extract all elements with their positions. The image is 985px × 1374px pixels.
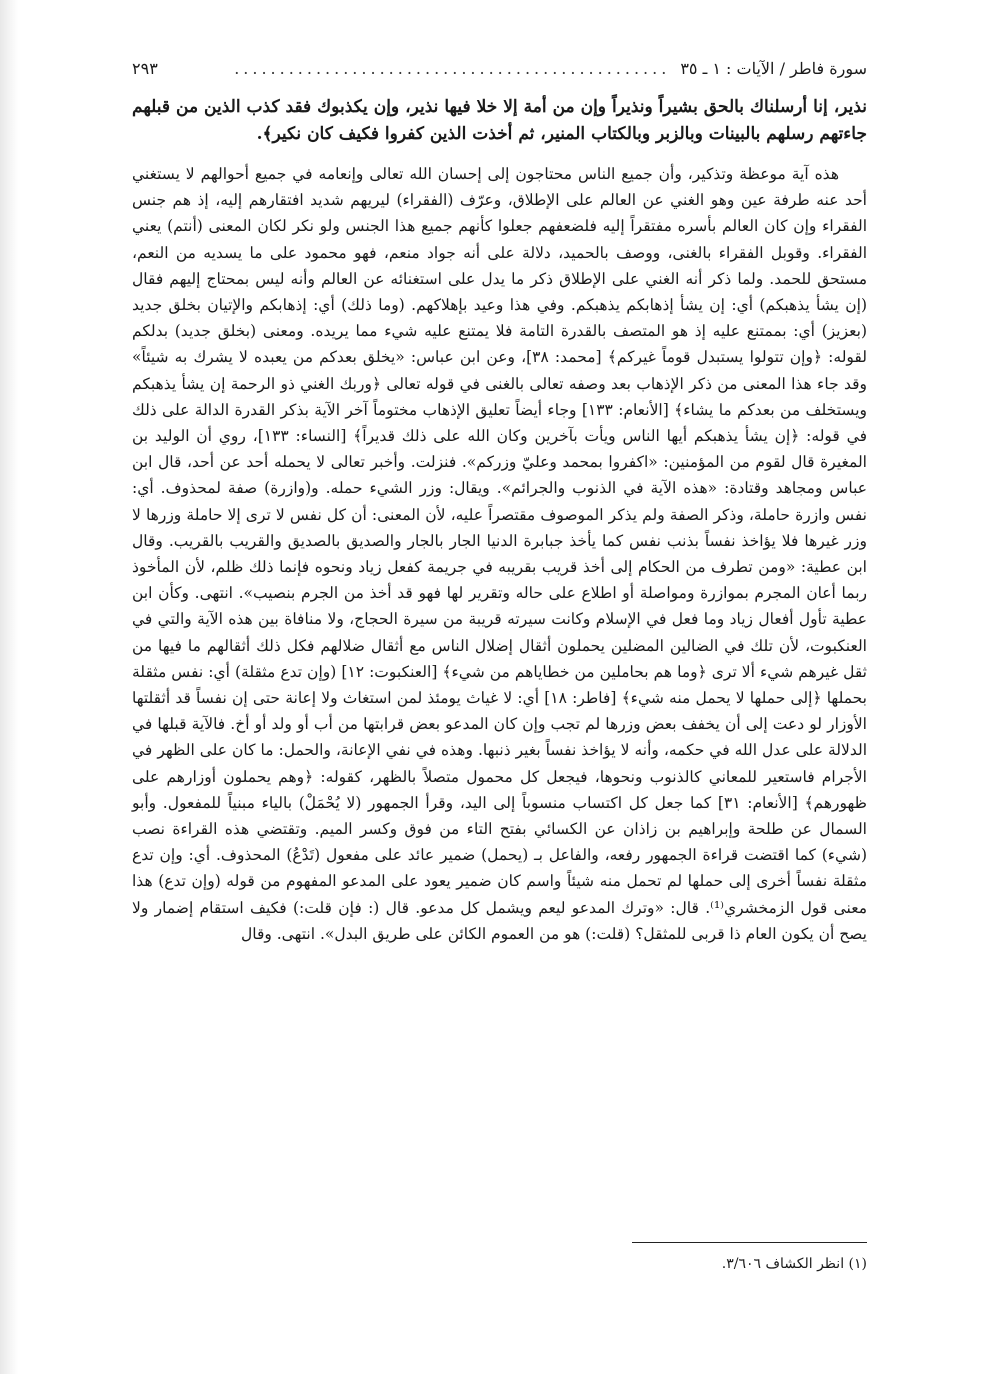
commentary-body	[132, 161, 867, 947]
footnote-divider	[632, 1242, 867, 1243]
running-header	[132, 58, 867, 84]
commentary-paragraph: هذه آية موعظة وتذكير، وأن جميع الناس محتاجون إلى إحسان الله تعالى وإنعامه في جميع أحوالهم لا يستغني أحد عنه طرفة عين وهو الغني عن العالم على الإطلاق، وعرّف (الفقراء) ليريهم شديد افتقارهم إليه، إذ هم جنس الفقراء وإن كان العالم بأسره مفتقراً إليه فلضعفهم جعلوا كأنهم جميع هذا الجنس ولو نكر لكان المعنى (أنتم) يعني الفقراء. وقوبل الفقراء بالغنى، ووصف بالحميد، دلالة على أنه جواد منعم، فهو محمود على ما يسديه من النعم، مستحق للحمد. ولما ذكر أنه الغني على الإطلاق ذكر ما يدل على استغنائه عن العالم وأنه ليس بمحتاج إليهم فقال (إن يشأ يذهبكم) أي: إن يشأ إذهابكم يذهبكم. وفي هذا وعيد بإهلاكهم. (وما ذلك) أي: إذهابكم والإتيان بخلق جديد (بعزيز) أي: بممتنع عليه إذ هو المتصف بالقدرة التامة فلا يمتنع عليه شيء مما يريده. ومعنى (بخلق جديد) بدلكم لقوله: ﴿وإن تتولوا يستبدل قوماً غيركم﴾ [محمد: ٣٨]، وعن ابن عباس: «يخلق بعدكم من يعبده لا يشرك به شيئاً» وقد جاء هذا المعنى من ذكر الإذهاب بعد وصفه تعالى بالغنى في قوله تعالى ﴿وربك الغني ذو الرحمة إن يشأ يذهبكم ويستخلف من بعدكم ما يشاء﴾ [الأنعام: ١٣٣] وجاء أيضاً تعليق الإذهاب مختوماً آخر الآية بذكر القدرة الدالة على ذلك في قوله: ﴿إن يشأ يذهبكم أيها الناس ويأت بآخرين وكان الله على ذلك قديراً﴾ [النساء: ١٣٣]، روي أن الوليد بن المغيرة قال لقوم من المؤمنين: «اكفروا بمحمد وعليّ وزركم». فنزلت. وأخبر تعالى لا يحمله أحد عن أحد، قال ابن عباس ومجاهد وقتادة: «هذه الآية في الذنوب والجرائم». ويقال: وزر الشيء حمله. و(وازرة) صفة لمحذوف. أي: نفس وازرة حاملة، وذكر الصفة ولم يذكر الموصوف مقتصراً عليه، لأن المعنى: أن كل نفس لا ترى إلا حاملة وزرها لا وزر غيرها فلا يؤاخذ نفساً بذنب نفس كما يأخذ جبابرة الدنيا الجار بالجار والصديق بالصديق والقريب بالقريب. وقال ابن عطية: «ومن تطرف من الحكام إلى أخذ قريب بقريبه في جريمة كفعل زياد ونحوه فإنما ذلك ظلم، لأن المأخوذ ربما أعان المجرم بموازرة ومواصلة أو اطلاع على حاله وتقرير لها فهو قد أخذ من الجرم بنصيب». انتهى. وكأن ابن عطية تأول أفعال زياد وما فعل في الإسلام وكانت سيرته قريبة من سيرة الحجاج، ولا منافاة بين هذه الآية والتي في العنكبوت، لأن تلك في الضالين المضلين يحملون أثقال إضلال الناس مع أثقال ضلالهم فكل ذلك أثقالهم ما فيها من ثقل غيرهم شيء ألا ترى ﴿وما هم بحاملين من خطاياهم من شيء﴾ [العنكبوت: ١٢] (وإن تدع مثقلة) أي: نفس مثقلة بحملها ﴿إلى حملها لا يحمل منه شيء﴾ [فاطر: ١٨] أي: لا غياث يومئذ لمن استغاث ولا إعانة حتى إن نفساً قد أثقلتها الأوزار لو دعت إلى أن يخفف بعض وزرها لم تجب وإن كان المدعو بعض قرابتها من أب أو ولد أو أخ. فالآية قبلها في الدلالة على عدل الله في حكمه، وأنه لا يؤاخذ نفساً بغير ذنبها. وهذه في نفي الإعانة، والحمل: ما كان على الظهر في الأجرام فاستعير للمعاني كالذنوب ونحوها، فيجعل كل محمول متصلاً بالظهر، كقوله: ﴿وهم يحملون أوزارهم على ظهورهم﴾ [الأنعام: ٣١] كما جعل كل اكتساب منسوباً إلى اليد، وقرأ الجمهور (لا يُحْمَلْ) بالياء مبنياً للمفعول. وأبو السمال عن طلحة وإبراهيم بن زاذان عن الكسائي بفتح التاء من فوق وكسر الميم. وتقتضي هذه القراءة نصب (شيء) كما اقتضت قراءة الجمهور رفعه، والفاعل بـ (يحمل) ضمير عائد على مفعول (تَدْعُ) المحذوف. أي: وإن تدع مثقلة نفساً أخرى إلى حملها لم تحمل منه شيئاً واسم كان ضمير يعود على المدعو المفهوم من قوله (وإن تدع) هذا معنى قول الزمخشري⁽¹⁾. قال: «وترك المدعو ليعم ويشمل كل مدعو. قال (: فإن قلت:) فكيف استقام إضمار ولا يصح أن يكون العام ذا قربى للمثقل؟ (قلت:) هو من العموم الكائن على طريق البدل». انتهى. وقال	[132, 165, 867, 943]
footnote: (١) انظر الكشاف ٣/٦٠٦.	[721, 1256, 867, 1272]
header-leader-dots: ................................................	[234, 59, 671, 78]
surah-title: سورة فاطر / الآيات : ١ ـ ٣٥	[680, 59, 867, 78]
page-number: ٢٩٣	[132, 59, 158, 78]
quran-verse: نذير، إنا أرسلناك بالحق بشيراً ونذيراً وإن من أمة إلا خلا فيها نذير، وإن يكذبوك فقد كذب الذين من قبلهم جاءتهم رسلهم بالبينات وبالزبر وبالكتاب المنير، ثم أخذت الذين كفروا فكيف كان نكير﴾.	[132, 97, 867, 144]
scan-shadow	[0, 0, 18, 1374]
